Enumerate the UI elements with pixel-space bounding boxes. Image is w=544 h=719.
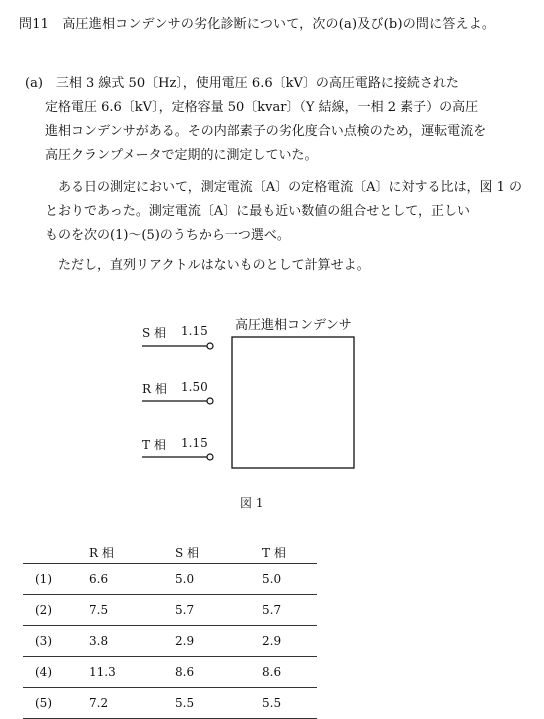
note-paragraph: ただし，直列リアクトルはないものとして計算せよ。 [58,258,370,273]
table-row [23,626,317,657]
r-value: 3.8 [89,634,109,648]
measurement-line-1: ある日の測定において，測定電流〔A〕の定格電流〔A〕に対する比は，図 1 の [58,180,523,195]
option-number: (1) [35,572,52,586]
r-value: 11.3 [89,665,116,679]
measurement-paragraph [45,176,525,248]
t-value: 2.9 [262,634,282,648]
s-value: 8.6 [175,665,195,679]
r-value: 7.5 [89,603,109,617]
table-header-row [23,541,317,564]
s-value: 2.9 [175,634,195,648]
t-phase-label: T 相 [142,438,166,452]
s-phase-label: S 相 [142,326,167,340]
question-title: 問11 高圧進相コンデンサの劣化診断について，次の(a)及び(b)の問に答えよ。 [19,17,496,32]
t-value: 8.6 [262,665,282,679]
s-phase-terminal [207,343,213,349]
r-value: 7.2 [89,696,109,710]
measurement-line-3: ものを次の(1)～(5)のうちから一つ選べ。 [45,228,290,243]
t-phase-ratio: 1.15 [181,436,208,450]
t-value: 5.7 [262,603,282,617]
t-value: 5.5 [262,696,282,710]
option-number: (5) [35,696,52,710]
r-phase-ratio: 1.50 [181,380,208,394]
part-a-line-3: 進相コンデンサがある。その内部素子の劣化度合い点検のため，運転電流を [45,124,487,139]
r-phase-label: R 相 [142,382,167,396]
r-value: 6.6 [89,572,109,586]
table-row [23,657,317,688]
t-value: 5.0 [262,572,282,586]
table-header-s: S 相 [175,545,200,560]
table-row [23,595,317,626]
s-value: 5.0 [175,572,195,586]
measurement-line-2: とおりであった。測定電流〔A〕に最も近い数値の組合せとして，正しい [45,204,470,219]
capacitor-box [232,337,354,468]
part-a-line-1: (a) 三相 3 線式 50〔Hz〕，使用電圧 6.6〔kV〕の高圧電路に接続された [25,76,459,91]
answer-table [23,541,317,719]
option-number: (4) [35,665,52,679]
table-row [23,688,317,719]
table-header-option [23,541,89,564]
figure-caption: 図 1 [240,496,264,510]
option-number: (3) [35,634,52,648]
part-a-paragraph [25,72,525,168]
table-row [23,564,317,595]
option-number: (2) [35,603,52,617]
r-phase-terminal [207,398,213,404]
s-value: 5.7 [175,603,195,617]
capacitor-label: 高圧進相コンデンサ [235,318,352,333]
table-header-t: T 相 [262,545,286,560]
t-phase-terminal [207,454,213,460]
table-header-r: R 相 [89,545,114,560]
part-a-line-4: 高圧クランプメータで定期的に測定していた。 [45,148,318,163]
s-phase-ratio: 1.15 [181,324,208,338]
part-a-line-2: 定格電圧 6.6〔kV〕，定格容量 50〔kvar〕（Y 結線，一相 2 素子）の高圧 [45,100,479,115]
s-value: 5.5 [175,696,195,710]
